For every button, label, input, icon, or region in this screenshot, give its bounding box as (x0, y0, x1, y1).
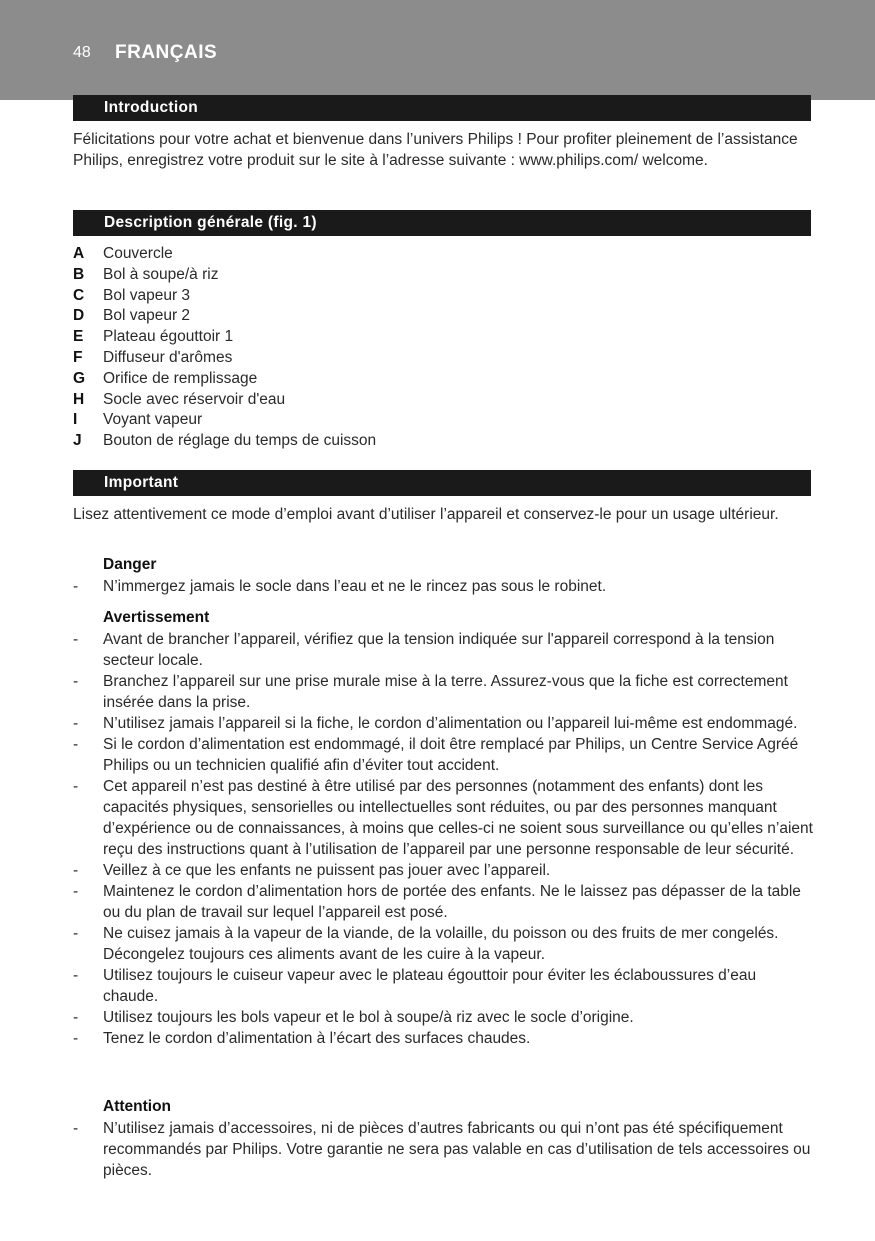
list-item (73, 713, 813, 734)
list-item-letter: B (73, 265, 85, 283)
bullet-text: Maintenez le cordon d’alimentation hors de portée des enfants. Ne le laissez pas dépasser de la table ou du plan de travail sur lequel l’appareil est posé. (103, 883, 801, 921)
section-title-important: Important (104, 474, 179, 491)
list-item-text: Orifice de remplissage (103, 369, 258, 387)
list-item (73, 1007, 813, 1028)
list-item-text: Bol vapeur 3 (103, 286, 191, 304)
section-bar-important (73, 470, 811, 496)
dash-bullet-icon: - (73, 1030, 79, 1047)
intro-paragraph: Félicitations pour votre achat et bienvenue dans l’univers Philips ! Pour profiter pleinement de l’assistance Philips, enregistrez votre produit sur le site à l’adresse suivante : www.philips.com/ welcome. (73, 131, 798, 169)
dash-bullet-icon: - (73, 967, 79, 984)
list-item-letter: D (73, 307, 85, 325)
bullet-text: N’immergez jamais le socle dans l’eau et ne le rincez pas sous le robinet. (103, 578, 607, 595)
list-item-text: Diffuseur d'arômes (103, 348, 233, 366)
bullet-text: Si le cordon d’alimentation est endommagé, il doit être remplacé par Philips, un Centre Service Agréé Philips ou un technicien qualifié afin d’éviter tout accident. (103, 736, 799, 774)
list-item-text: Bouton de réglage du temps de cuisson (103, 432, 377, 450)
warning-list (73, 629, 813, 1049)
dash-bullet-icon: - (73, 1009, 79, 1026)
bullet-text: N’utilisez jamais d’accessoires, ni de pièces d’autres fabricants ou qui n’ont pas été spécifiquement recommandés par Philips. Votre garantie ne sera pas valable en cas d’utilisation de tels accessoires ou pièces. (103, 1120, 811, 1179)
dash-bullet-icon: - (73, 862, 79, 879)
bullet-text: Utilisez toujours le cuiseur vapeur avec le plateau égouttoir pour éviter les éclaboussures d’eau chaude. (103, 967, 757, 1005)
danger-heading: Danger (103, 556, 157, 573)
section-title-introduction: Introduction (104, 99, 198, 116)
caution-list (73, 1118, 813, 1181)
danger-list (73, 576, 813, 597)
dash-bullet-icon: - (73, 631, 79, 648)
dash-bullet-icon: - (73, 673, 79, 690)
dash-bullet-icon: - (73, 715, 79, 732)
list-item (73, 1028, 813, 1049)
list-item-letter: J (73, 432, 82, 450)
list-item (73, 923, 813, 965)
bullet-text: Utilisez toujours les bols vapeur et le bol à soupe/à riz avec le socle d’origine. (103, 1009, 634, 1026)
dash-bullet-icon: - (73, 736, 79, 753)
list-item (73, 629, 813, 671)
list-item-text: Voyant vapeur (103, 411, 203, 429)
section-title-description: Description générale (fig. 1) (104, 214, 317, 231)
list-item (73, 576, 813, 597)
bullet-text: N’utilisez jamais l’appareil si la fiche, le cordon d’alimentation ou l’appareil lui-même est endommagé. (103, 715, 798, 732)
list-item-text: Bol à soupe/à riz (103, 265, 219, 283)
bullet-text: Tenez le cordon d’alimentation à l’écart des surfaces chaudes. (103, 1030, 531, 1047)
bullet-text: Cet appareil n’est pas destiné à être utilisé par des personnes (notamment des enfants) dont les capacités physiques, sensorielles ou intellectuelles sont réduites, ou par des personnes manquant d’expérience ou de connaissances, à moins que celles-ci ne soient sous surveillance ou qu’elles n’aient reçu des instructions quant à l’utilisation de l’appareil par une personne responsable de leur sécurité. (103, 778, 813, 858)
section-bar-introduction (73, 95, 811, 121)
list-item-text: Socle avec réservoir d'eau (103, 390, 286, 408)
list-item-letter: A (73, 245, 85, 262)
important-intro: Lisez attentivement ce mode d’emploi avant d’utiliser l’appareil et conservez-le pour un usage ultérieur. (73, 506, 779, 523)
caution-heading: Attention (103, 1098, 172, 1115)
list-item (73, 881, 813, 923)
bullet-text: Veillez à ce que les enfants ne puissent pas jouer avec l’appareil. (103, 862, 551, 879)
list-item-letter: I (73, 411, 78, 429)
page-header-band (0, 0, 875, 100)
dash-bullet-icon: - (73, 883, 79, 900)
bullet-text: Avant de brancher l’appareil, vérifiez que la tension indiquée sur l'appareil correspond à la tension secteur locale. (103, 631, 775, 669)
page-language-title: FRANÇAIS (115, 42, 218, 63)
dash-bullet-icon: - (73, 1120, 79, 1137)
list-item (73, 965, 813, 1007)
list-item (73, 776, 813, 860)
list-item (73, 671, 813, 713)
list-item-letter: E (73, 328, 84, 346)
list-item-text: Plateau égouttoir 1 (103, 328, 234, 346)
list-item-letter: G (73, 369, 86, 387)
page-number: 48 (73, 44, 91, 61)
dash-bullet-icon: - (73, 925, 79, 942)
list-item (73, 860, 813, 881)
warning-heading: Avertissement (103, 609, 210, 626)
list-item-letter: F (73, 348, 83, 366)
dash-bullet-icon: - (73, 778, 79, 795)
list-item-text: Bol vapeur 2 (103, 307, 191, 325)
list-item-letter: H (73, 390, 85, 408)
list-item-letter: C (73, 286, 85, 304)
list-item-text: Couvercle (103, 245, 173, 262)
dash-bullet-icon: - (73, 578, 79, 595)
list-item (73, 1118, 813, 1181)
section-bar-description (73, 210, 811, 236)
list-item (73, 734, 813, 776)
bullet-text: Branchez l’appareil sur une prise murale mise à la terre. Assurez-vous que la fiche est correctement insérée dans la prise. (103, 673, 788, 711)
bullet-text: Ne cuisez jamais à la vapeur de la viande, de la volaille, du poisson ou des fruits de mer congelés. Décongelez toujours ces aliments avant de les cuire à la vapeur. (103, 925, 779, 963)
